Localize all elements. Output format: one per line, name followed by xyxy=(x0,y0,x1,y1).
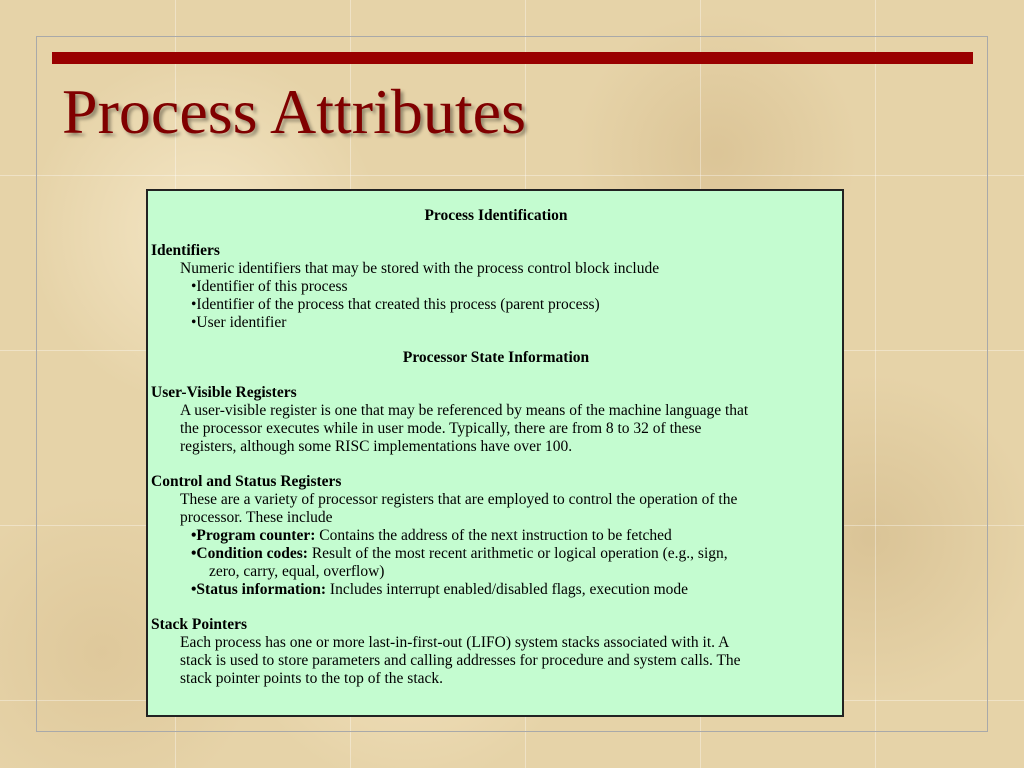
process-attributes-panel xyxy=(146,189,844,717)
identifiers-intro: Numeric identifiers that may be stored with the process control block include xyxy=(180,260,660,277)
title-accent-bar xyxy=(52,52,973,64)
control-status-registers-heading: Control and Status Registers xyxy=(151,473,342,490)
stack-pointers-line: Each process has one or more last-in-first-out (LIFO) system stacks associated with it. A xyxy=(180,634,730,651)
stack-pointers-line: stack pointer points to the top of the stack. xyxy=(180,670,444,687)
identifier-bullet: •User identifier xyxy=(191,314,287,331)
user-visible-line: A user-visible register is one that may be referenced by means of the machine language that xyxy=(180,402,749,419)
identifiers-heading: Identifiers xyxy=(151,242,220,259)
identifier-bullet: •Identifier of this process xyxy=(191,278,348,295)
stack-pointers-line: stack is used to store parameters and calling addresses for procedure and system calls. The xyxy=(180,652,741,669)
condition-codes-bullet xyxy=(151,545,842,563)
condition-codes-continuation: zero, carry, equal, overflow) xyxy=(209,563,385,580)
program-counter-bullet xyxy=(151,527,842,545)
identifier-bullet: •Identifier of the process that created this process (parent process) xyxy=(191,296,600,313)
user-visible-line: registers, although some RISC implementations have over 100. xyxy=(180,438,573,455)
slide-title: Process Attributes xyxy=(62,76,526,147)
user-visible-registers-heading: User-Visible Registers xyxy=(151,384,297,401)
bullet-text: Includes interrupt enabled/disabled flags, execution mode xyxy=(326,581,689,598)
status-information-bullet xyxy=(151,581,842,599)
section-heading-process-identification: Process Identification xyxy=(424,207,568,224)
control-status-line: These are a variety of processor registers that are employed to control the operation of the xyxy=(180,491,738,508)
bullet-label: •Status information: xyxy=(191,581,327,598)
stack-pointers-heading: Stack Pointers xyxy=(151,616,248,633)
control-status-line: processor. These include xyxy=(180,509,333,526)
bullet-text: Contains the address of the next instruction to be fetched xyxy=(315,527,672,544)
bullet-label: •Condition codes: xyxy=(191,545,308,562)
section-heading-processor-state: Processor State Information xyxy=(402,349,590,366)
bullet-label: •Program counter: xyxy=(191,527,316,544)
bullet-text: Result of the most recent arithmetic or logical operation (e.g., sign, xyxy=(307,545,728,562)
user-visible-line: the processor executes while in user mode. Typically, there are from 8 to 32 of these xyxy=(180,420,702,437)
